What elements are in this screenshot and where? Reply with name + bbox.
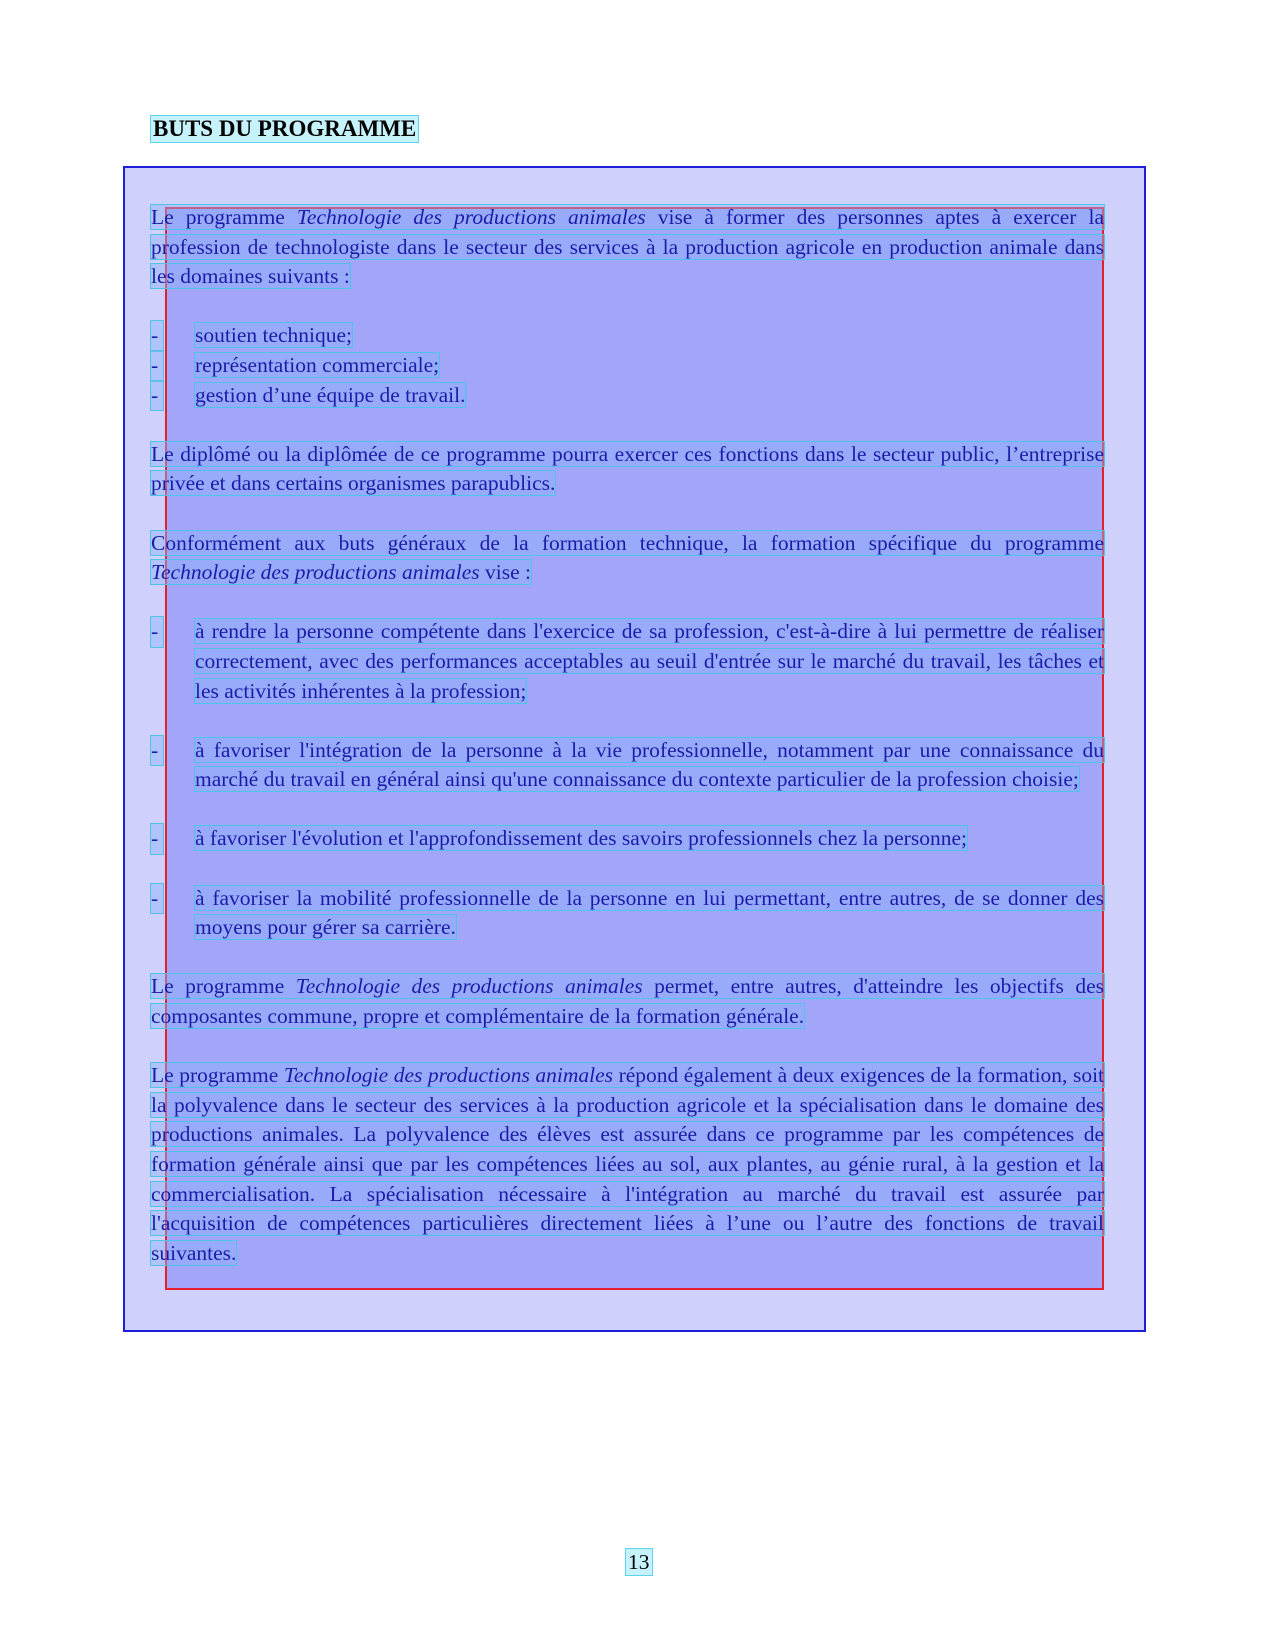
program-name: Technologie des productions animales	[295, 974, 643, 999]
bullet: -	[151, 736, 163, 766]
objectives-text-before: Le programme	[151, 974, 285, 999]
list-item: - à rendre la personne compétente dans l'exercice de sa profession, c'est-à-dire à lui permettre de réaliser correctement, avec des performances acceptables au seuil d'entrée sur le marché du travail, les tâches et les activités inhérentes à la profession;	[151, 619, 1104, 703]
bullet: -	[151, 381, 163, 411]
page-number: 13	[628, 1550, 650, 1574]
conformity-text-after: vise :	[485, 560, 532, 585]
section-heading: BUTS DU PROGRAMME	[153, 116, 417, 141]
list-item: - à favoriser l'évolution et l'approfondissement des savoirs professionnels chez la personne;	[151, 824, 1104, 854]
list-item: - représentation commerciale;	[151, 351, 1104, 381]
requirements-paragraph	[151, 1061, 1104, 1268]
list-item: - à favoriser la mobilité professionnelle de la personne en lui permettant, entre autres, de se donner des moyens pour gérer sa carrière.	[151, 885, 1104, 940]
objectives-paragraph	[151, 972, 1104, 1031]
list-item: - soutien technique;	[151, 321, 1104, 351]
program-name: Technologie des productions animales	[151, 560, 480, 585]
list-item: - à favoriser l'intégration de la personne à la vie professionnelle, notamment par une connaissance du marché du travail en général ainsi qu'une connaissance du contexte particulier de la profession choisie;	[151, 737, 1104, 792]
bullet: -	[151, 351, 163, 381]
domains-list	[151, 321, 1104, 410]
program-name: Technologie des productions animales	[283, 1063, 614, 1088]
intro-text-before: Le programme	[151, 205, 285, 229]
intro-text-after: vise à former des personnes aptes à exercer la profession de technologiste dans le secteur des services à la production agricole en production animale dans les domaines suivants :	[151, 205, 1105, 289]
bullet: -	[151, 617, 163, 647]
bullet: -	[151, 824, 163, 854]
conformity-paragraph	[151, 529, 1104, 588]
intro-paragraph	[151, 203, 1104, 292]
requirements-text-before: Le programme	[151, 1063, 279, 1088]
objectives-text-after: permet, entre autres, d'atteindre les objectifs des composantes commune, propre et complémentaire de la formation générale.	[151, 974, 1105, 1029]
aims-list	[151, 617, 1104, 943]
conformity-text-before: Conformément aux buts généraux de la formation technique, la formation spécifique du programme	[151, 530, 1104, 555]
bullet: -	[151, 321, 163, 351]
body-text	[151, 203, 1104, 1268]
bullet: -	[151, 884, 163, 914]
list-item: - gestion d’une équipe de travail.	[151, 381, 1104, 411]
program-name: Technologie des productions animales	[296, 205, 646, 229]
graduates-paragraph: Le diplômé ou la diplômée de ce programme pourra exercer ces fonctions dans le secteur public, l’entreprise privée et dans certains organismes parapublics.	[151, 441, 1104, 496]
requirements-text-after: répond également à deux exigences de la formation, soit la polyvalence dans le secteur des services à la production agricole et la spécialisation dans le domaine des productions animales. La polyvalence des élèves est assurée dans ce programme par les compétences de formation générale ainsi que par les compétences liées au sol, aux plantes, au génie rural, à la gestion et la commercialisation. La spécialisation nécessaire à l'intégration au marché du travail est assurée par l'acquisition de compétences particulières directement liées à l’une ou l’autre des fonctions de travail suivantes.	[151, 1063, 1105, 1265]
